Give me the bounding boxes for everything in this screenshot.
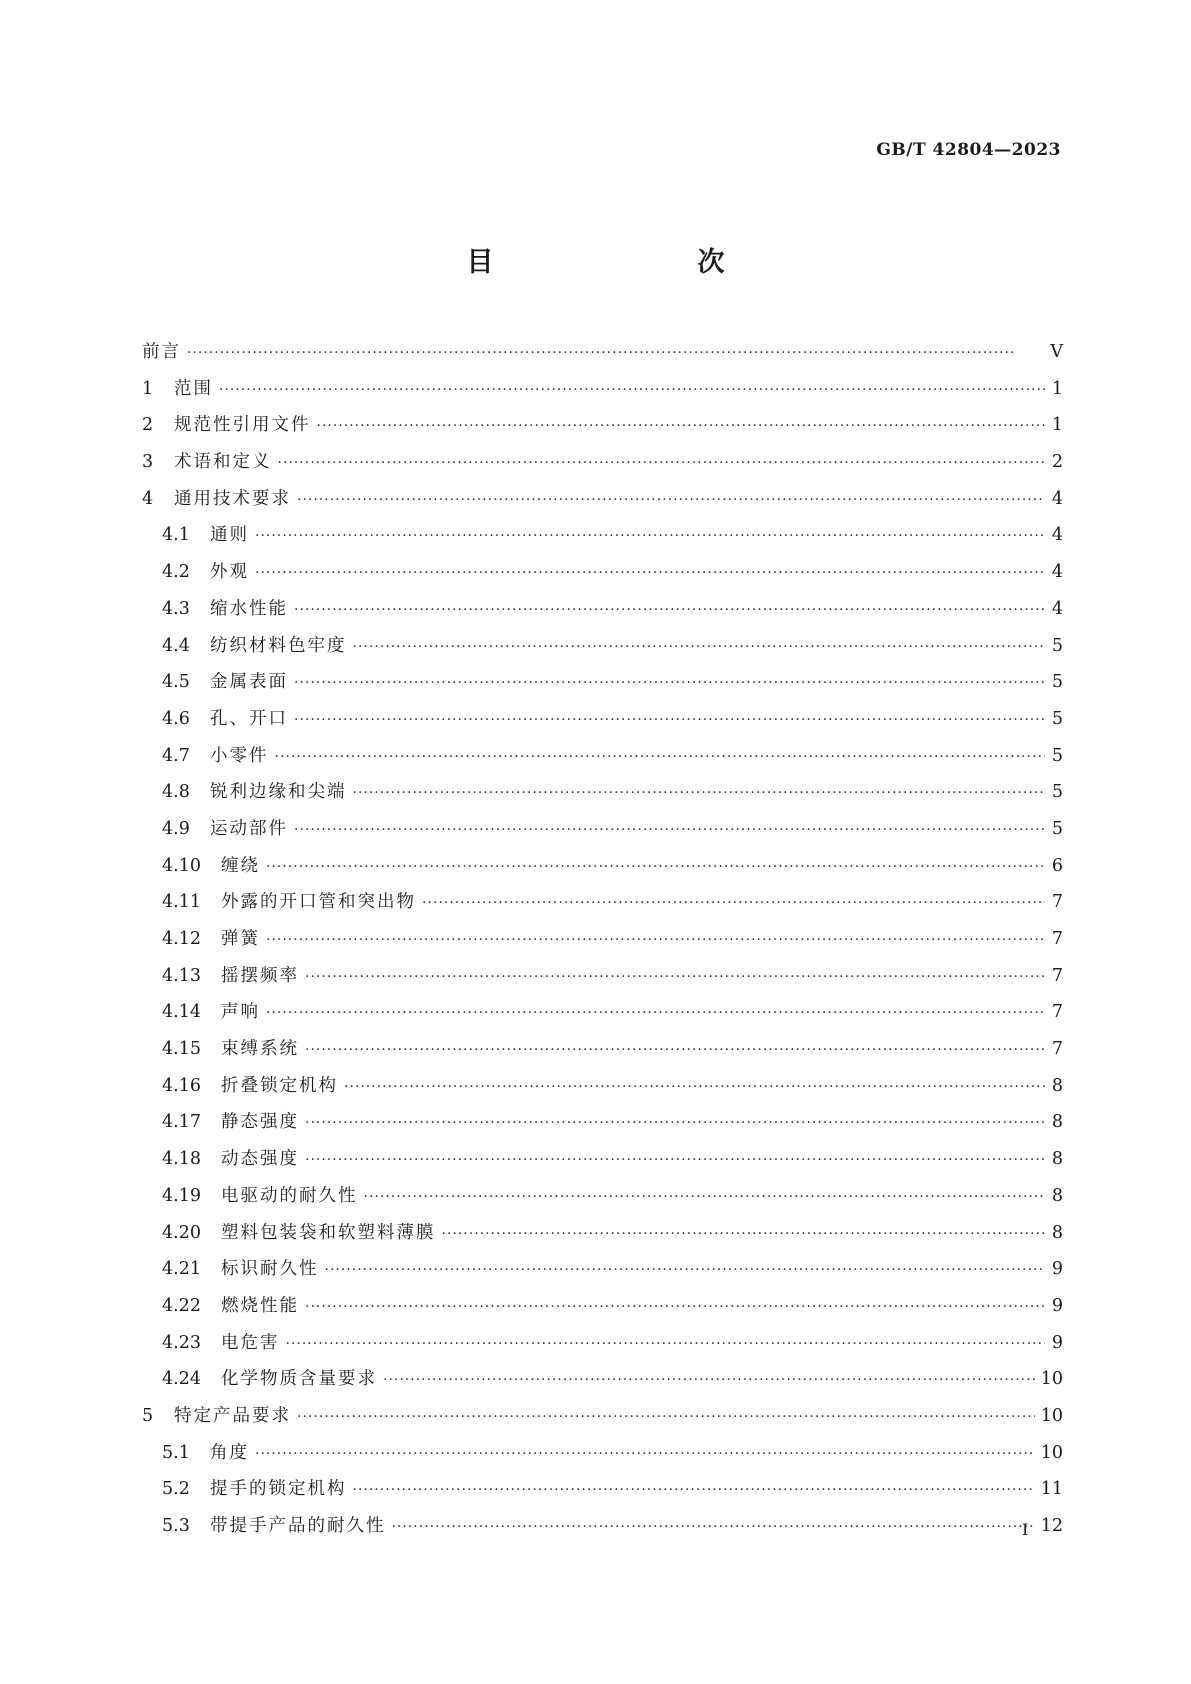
toc-page: 7 <box>1051 929 1063 949</box>
toc-entry[interactable] <box>142 815 1063 852</box>
toc-page: 10 <box>1040 1369 1063 1390</box>
dot-leader <box>187 345 1044 361</box>
toc-label: 锐利边缘和尖端 <box>210 782 347 803</box>
toc-page: 1 <box>1051 378 1063 399</box>
dot-leader <box>305 1042 1045 1058</box>
toc-label: 动态强度 <box>221 1149 299 1170</box>
toc-label: 声响 <box>221 1002 260 1023</box>
toc-page: 7 <box>1051 1039 1063 1060</box>
toc-number: 4.24 <box>162 1369 201 1390</box>
dot-leader <box>442 1226 1046 1242</box>
toc-page: 8 <box>1051 1185 1063 1206</box>
toc-label: 角度 <box>210 1442 249 1463</box>
toc-page: 5 <box>1051 635 1063 656</box>
toc-entry[interactable] <box>142 632 1063 669</box>
toc-page: 5 <box>1051 818 1063 839</box>
toc-entry[interactable] <box>142 962 1063 999</box>
dot-leader <box>353 785 1046 801</box>
toc-entry[interactable] <box>142 1035 1063 1072</box>
table-of-contents <box>142 338 1063 1549</box>
toc-label: 外观 <box>210 562 249 583</box>
toc-number: 5.3 <box>162 1516 190 1536</box>
toc-entry[interactable] <box>142 1329 1063 1366</box>
dot-leader <box>297 492 1045 508</box>
toc-number: 4.8 <box>162 782 190 803</box>
toc-label: 电危害 <box>221 1332 280 1353</box>
dot-leader <box>344 1079 1045 1095</box>
toc-label: 特定产品要求 <box>174 1405 291 1426</box>
toc-page: 12 <box>1040 1516 1063 1536</box>
toc-number: 4.4 <box>162 635 190 656</box>
dot-leader <box>294 712 1045 728</box>
toc-number: 5.2 <box>162 1479 190 1500</box>
toc-page: 10 <box>1040 1405 1063 1426</box>
dot-leader <box>266 932 1045 948</box>
toc-label: 运动部件 <box>210 818 288 839</box>
dot-leader <box>305 1152 1045 1168</box>
toc-number: 4.1 <box>162 525 190 546</box>
toc-number: 5.1 <box>162 1442 190 1463</box>
toc-label: 提手的锁定机构 <box>210 1479 347 1500</box>
toc-label: 化学物质含量要求 <box>221 1369 377 1390</box>
toc-page: 11 <box>1040 1479 1063 1500</box>
dot-leader <box>286 1336 1046 1352</box>
toc-page: 5 <box>1051 672 1063 693</box>
toc-page: 8 <box>1051 1112 1063 1133</box>
toc-label: 规范性引用文件 <box>174 415 311 436</box>
toc-page: 4 <box>1051 525 1063 546</box>
toc-entry-preface[interactable] <box>142 338 1063 375</box>
toc-label: 缠绕 <box>221 855 260 876</box>
toc-label: 束缚系统 <box>221 1039 299 1060</box>
toc-label: 孔、开口 <box>210 708 288 729</box>
toc-label: 纺织材料色牢度 <box>210 635 347 656</box>
toc-page: 7 <box>1051 892 1063 913</box>
toc-entry[interactable] <box>142 595 1063 632</box>
toc-number: 4.11 <box>162 892 201 913</box>
toc-page: 8 <box>1051 1149 1063 1170</box>
toc-label: 外露的开口管和突出物 <box>221 892 416 913</box>
toc-entry[interactable] <box>142 778 1063 815</box>
toc-number: 5 <box>142 1405 154 1426</box>
dot-leader <box>325 1262 1046 1278</box>
toc-number: 4.22 <box>162 1295 201 1316</box>
toc-number: 4.13 <box>162 965 201 986</box>
dot-leader <box>383 1372 1035 1388</box>
toc-entry[interactable] <box>142 1219 1063 1256</box>
dot-leader <box>364 1189 1046 1205</box>
toc-entry[interactable] <box>142 705 1063 742</box>
dot-leader <box>297 1409 1035 1425</box>
dot-leader <box>219 382 1045 398</box>
toc-entry[interactable] <box>142 411 1063 448</box>
dot-leader <box>305 1299 1045 1315</box>
toc-entry[interactable] <box>142 668 1063 705</box>
toc-entry[interactable] <box>142 375 1063 412</box>
toc-entry[interactable] <box>142 1512 1063 1549</box>
toc-page: 9 <box>1051 1259 1063 1280</box>
toc-entry[interactable] <box>142 1072 1063 1109</box>
toc-label: 燃烧性能 <box>221 1295 299 1316</box>
standard-code: GB/T 42804—2023 <box>876 140 1061 160</box>
toc-entry[interactable] <box>142 742 1063 779</box>
toc-label: 范围 <box>174 378 213 399</box>
toc-number: 4.18 <box>162 1149 201 1170</box>
toc-number: 4.12 <box>162 929 201 949</box>
toc-label: 弹簧 <box>221 929 260 949</box>
toc-number: 4.14 <box>162 1002 201 1023</box>
toc-label: 折叠锁定机构 <box>221 1075 338 1096</box>
toc-page: 5 <box>1051 708 1063 729</box>
toc-entry[interactable] <box>142 1475 1063 1512</box>
toc-number: 1 <box>142 378 154 399</box>
toc-entry[interactable] <box>142 852 1063 889</box>
toc-entry[interactable] <box>142 925 1063 962</box>
toc-number: 4.23 <box>162 1332 201 1353</box>
toc-number: 4.19 <box>162 1185 201 1206</box>
toc-number: 4.5 <box>162 672 190 693</box>
dot-leader <box>422 895 1045 911</box>
dot-leader <box>294 822 1045 838</box>
toc-entry[interactable] <box>142 998 1063 1035</box>
toc-label: 摇摆频率 <box>221 965 299 986</box>
toc-entry[interactable] <box>142 1365 1063 1402</box>
toc-label: 静态强度 <box>221 1112 299 1133</box>
dot-leader <box>294 675 1045 691</box>
toc-label: 通则 <box>210 525 249 546</box>
dot-leader <box>294 602 1045 618</box>
toc-label: 小零件 <box>210 745 269 766</box>
dot-leader <box>255 565 1045 581</box>
toc-label: 带提手产品的耐久性 <box>210 1516 386 1536</box>
toc-entry[interactable] <box>142 485 1063 522</box>
toc-number: 4.7 <box>162 745 190 766</box>
toc-label: 术语和定义 <box>174 452 272 473</box>
toc-entry[interactable] <box>142 1108 1063 1145</box>
toc-number: 4.15 <box>162 1039 201 1060</box>
toc-page: 5 <box>1051 782 1063 803</box>
toc-label: 缩水性能 <box>210 598 288 619</box>
toc-label: 通用技术要求 <box>174 488 291 509</box>
dot-leader <box>255 528 1045 544</box>
toc-page: 4 <box>1051 598 1063 619</box>
toc-number: 4.16 <box>162 1075 201 1096</box>
toc-entry[interactable] <box>142 521 1063 558</box>
dot-leader <box>353 639 1046 655</box>
toc-entry[interactable] <box>142 1182 1063 1219</box>
toc-label: 前言 <box>142 342 181 362</box>
toc-number: 4.2 <box>162 562 190 583</box>
toc-number: 3 <box>142 452 154 473</box>
toc-page: 5 <box>1051 745 1063 766</box>
toc-entry[interactable] <box>142 448 1063 485</box>
toc-page: 4 <box>1051 562 1063 583</box>
dot-leader <box>392 1519 1035 1535</box>
toc-entry[interactable] <box>142 888 1063 925</box>
toc-number: 4.9 <box>162 818 190 839</box>
toc-entry[interactable] <box>142 1145 1063 1182</box>
toc-number: 4.20 <box>162 1222 201 1243</box>
dot-leader <box>353 1482 1035 1498</box>
toc-number: 4.6 <box>162 708 190 729</box>
dot-leader <box>317 418 1046 434</box>
toc-label: 标识耐久性 <box>221 1259 319 1280</box>
toc-page: 8 <box>1051 1075 1063 1096</box>
page-number: Ⅰ <box>1022 1520 1029 1539</box>
toc-entry[interactable] <box>142 1402 1063 1439</box>
toc-number: 4.10 <box>162 855 201 876</box>
toc-number: 4.17 <box>162 1112 201 1133</box>
dot-leader <box>266 1005 1045 1021</box>
toc-page: 6 <box>1051 855 1063 876</box>
toc-number: 2 <box>142 415 154 436</box>
toc-entry[interactable] <box>142 1292 1063 1329</box>
toc-page: 8 <box>1051 1222 1063 1243</box>
toc-entry[interactable] <box>142 558 1063 595</box>
toc-label: 塑料包装袋和软塑料薄膜 <box>221 1222 436 1243</box>
toc-page: 9 <box>1051 1295 1063 1316</box>
dot-leader <box>278 455 1046 471</box>
toc-page: 10 <box>1040 1442 1063 1463</box>
dot-leader <box>305 969 1045 985</box>
toc-entry[interactable] <box>142 1439 1063 1476</box>
dot-leader <box>275 749 1046 765</box>
toc-page: 4 <box>1051 488 1063 509</box>
toc-page: 9 <box>1051 1332 1063 1353</box>
toc-number: 4 <box>142 488 154 509</box>
toc-page: 1 <box>1051 415 1063 436</box>
toc-title: 目 次 <box>466 247 775 278</box>
toc-label: 电驱动的耐久性 <box>221 1185 358 1206</box>
toc-page: 7 <box>1051 1002 1063 1023</box>
toc-page: 7 <box>1051 965 1063 986</box>
dot-leader <box>266 859 1045 875</box>
toc-entry[interactable] <box>142 1255 1063 1292</box>
dot-leader <box>305 1115 1045 1131</box>
toc-number: 4.21 <box>162 1259 201 1280</box>
toc-label: 金属表面 <box>210 672 288 693</box>
toc-page: 2 <box>1051 452 1063 473</box>
toc-page: Ⅴ <box>1050 342 1063 362</box>
dot-leader <box>255 1446 1035 1462</box>
toc-number: 4.3 <box>162 598 190 619</box>
